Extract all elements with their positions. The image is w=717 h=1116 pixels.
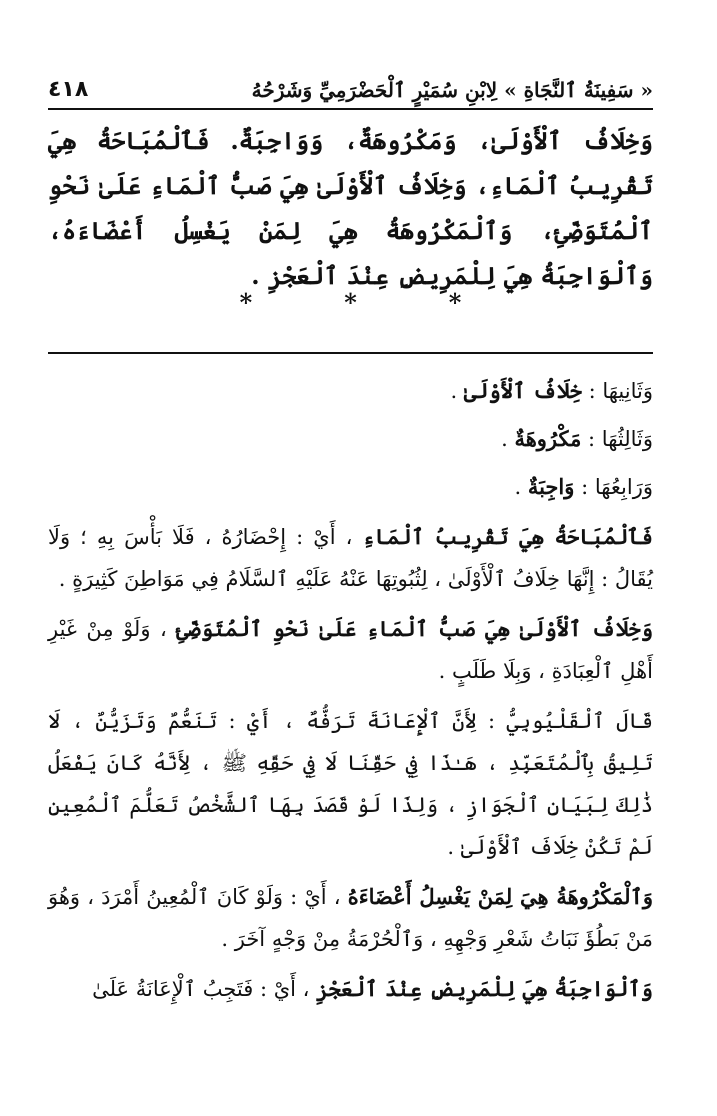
line-end: . [501,427,515,451]
commentary-block [48,370,653,1010]
commentary-paragraph-wajiba [48,968,653,1010]
line-end: . [514,475,528,499]
page-header [48,60,653,110]
commentary-divider [48,352,653,354]
matn-quote: وَٱلْوَاجِبَةُ هِيَ لِلْمَرِيضِ عِنْدَ ٱلْعَجْزِ [316,976,653,1001]
commentary-paragraph-khilaf [48,608,653,692]
line-prefix: وَثَالِثُهَا : [581,427,653,451]
commentary-text: ، أَيْ : فَتَجِبُ ٱلْإِعَانَةُ عَلَىٰ [92,977,317,1001]
matn-quote: وَٱلْمَكْرُوهَةُ هِيَ لِمَنْ يَغْسِلُ أَعْضَاءَهُ [347,884,653,909]
line-value: وَاجِبَةٌ [527,474,575,499]
asterisk-icon: * [344,288,357,317]
matn-paragraph: وَخِلَافُ ٱلْأَوْلَىٰ، وَمَكْرُوهَةٌ، وَوَاجِبَةٌ. فَٱلْمُبَاحَةُ هِيَ تَقْرِيبُ ٱلْمَاءِ، وَخِلَافُ ٱلْأَوْلَىٰ هِيَ صَبُّ ٱلْمَاءِ عَلَىٰ نَحْوِ ٱلْمُتَوَضِّئِ، وَٱلْمَكْرُوهَةُ هِيَ لِمَنْ يَغْسِلُ أَعْضَاءَهُ، وَٱلْوَاجِبَةُ هِيَ لِلْمَرِيضِ عِنْدَ ٱلْعَجْزِ . [48,126,653,290]
commentary-paragraph-mubaha [48,516,653,600]
commentary-line-third [48,418,653,460]
asterisk-icon: * [239,288,253,317]
matn-text-block [48,118,653,298]
commentary-text: ، أَيْ : إِحْضَارُهُ ، فَلَا بَأْسَ بِهِ ؛ وَلَا يُقَالُ : إِنَّهَا خِلَافُ ٱلْأَوْلَىٰ ، لِثُبُوتِهَا عَنْهُ عَلَيْهِ ٱلسَّلَامُ فِي مَوَاطِنَ كَثِيرَةٍ . [48,525,653,591]
line-prefix: وَثَانِيهَا : [581,379,653,403]
running-title: « سَفِينَةُ ٱلنَّجَاةِ » لِابْنِ سُمَيْرٍ ٱلْحَضْرَمِيِّ وَشَرْحُهُ [251,78,653,102]
asterisk-icon: * [448,288,462,317]
line-value: مَكْرُوهَةٌ [514,426,582,451]
commentary-text: ، وَلَوْ مِنْ غَيْرِ أَهْلِ ٱلْعِبَادَةِ ، وَبِلَا طَلَبٍ . [48,617,653,683]
commentary-line-second [48,370,653,412]
line-value: خِلَافُ ٱلْأَوْلَىٰ [463,378,582,403]
commentary-paragraph-makruha [48,876,653,960]
commentary-line-fourth [48,466,653,508]
page-number: ٤١٨ [48,77,89,102]
matn-quote: فَٱلْمُبَاحَةُ هِيَ تَقْرِيبُ ٱلْمَاءِ [362,524,653,549]
section-separator [48,288,653,317]
line-end: . [450,379,464,403]
commentary-text: ، أَيْ : وَلَوْ كَانَ ٱلْمُعِينُ أَمْرَدَ ، وَهُوَ مَنْ بَطُؤَ نَبَاتُ شَعْرِ وَجْهِهِ ، وَٱلْحُرْمَةُ مِنْ وَجْهٍ آخَرَ . [48,885,653,951]
line-prefix: وَرَابِعُهَا : [574,475,653,499]
matn-quote: وَخِلَافُ ٱلْأَوْلَىٰ هِيَ صَبُّ ٱلْمَاءِ عَلَىٰ نَحْوِ ٱلْمُتَوَضِّئِ [176,616,654,641]
commentary-paragraph-qalyubi: قَالَ ٱلْقَلْيُوبِيُّ : لِأَنَّ ٱلْإِعَانَةَ تَرَفُّهٌ ، أَيْ : تَنَعُّمٌ وَتَزَيُّنٌ ، لَا تَلِيقُ بِٱلْمُتَعَبِّدِ ، هَـٰذَا فِي حَقِّنَا لَا فِي حَقِّهِ ﷺ ، لِأَنَّهُ كَانَ يَفْعَلُ ذَٰلِكَ لِبَيَانِ ٱلْجَوَازِ ، وَلِذَا لَوْ قَصَدَ بِهَا ٱلشَّخْصُ تَعَلُّمَ ٱلْمُعِينِ لَمْ تَكُنْ خِلَافَ ٱلْأَوْلَىٰ . [48,709,653,859]
